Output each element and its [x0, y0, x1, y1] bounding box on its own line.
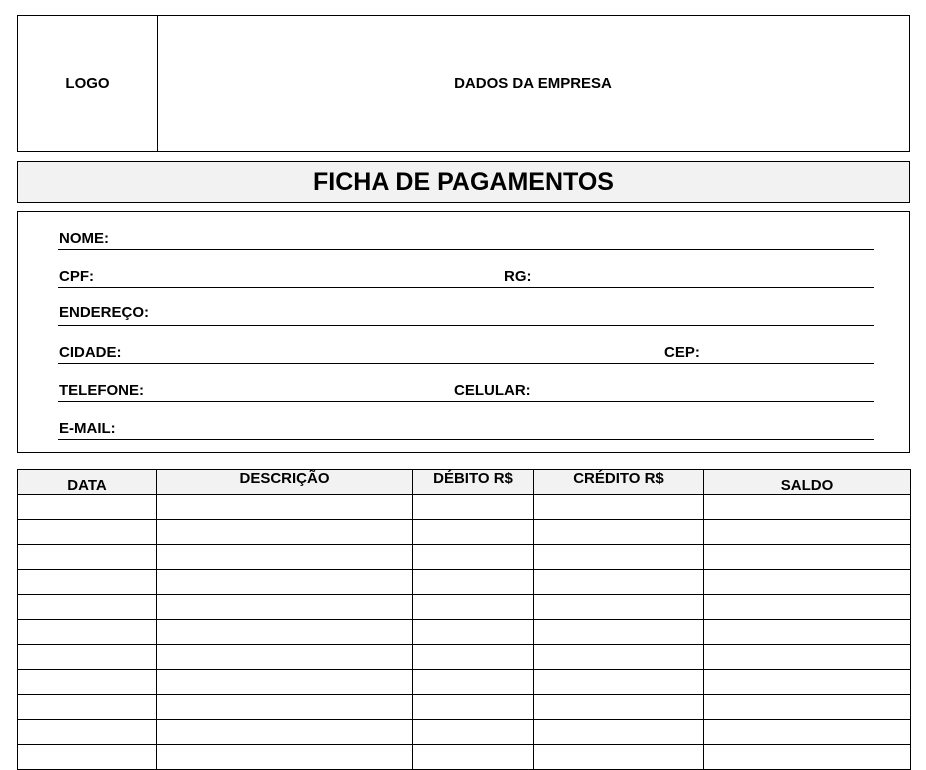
table-row [18, 695, 911, 720]
cep-label: CEP: [664, 344, 700, 361]
col-data: DATA [18, 470, 157, 495]
cidade-cep-field[interactable] [58, 363, 874, 364]
table-cell[interactable] [534, 595, 704, 620]
table-cell[interactable] [704, 670, 911, 695]
table-cell[interactable] [534, 570, 704, 595]
table-cell[interactable] [534, 720, 704, 745]
table-cell[interactable] [704, 695, 911, 720]
table-cell[interactable] [534, 645, 704, 670]
table-cell[interactable] [534, 670, 704, 695]
table-cell[interactable] [413, 595, 534, 620]
table-cell[interactable] [157, 545, 413, 570]
table-row [18, 495, 911, 520]
table-row [18, 670, 911, 695]
table-cell[interactable] [704, 570, 911, 595]
table-cell[interactable] [157, 620, 413, 645]
table-cell[interactable] [157, 720, 413, 745]
table-cell[interactable] [413, 620, 534, 645]
table-row [18, 520, 911, 545]
table-cell[interactable] [18, 645, 157, 670]
table-cell[interactable] [704, 495, 911, 520]
cidade-label: CIDADE: [59, 344, 122, 361]
col-credito: CRÉDITO R$ [534, 470, 704, 495]
table-cell[interactable] [534, 545, 704, 570]
col-saldo: SALDO [704, 470, 911, 495]
company-header [17, 15, 910, 152]
table-cell[interactable] [704, 520, 911, 545]
col-debito: DÉBITO R$ [413, 470, 534, 495]
table-row [18, 720, 911, 745]
telefone-label: TELEFONE: [59, 382, 144, 399]
company-data: DADOS DA EMPRESA [454, 75, 612, 92]
table-cell[interactable] [18, 720, 157, 745]
table-cell[interactable] [157, 595, 413, 620]
table-cell[interactable] [704, 595, 911, 620]
table-row [18, 645, 911, 670]
table-cell[interactable] [157, 495, 413, 520]
table-cell[interactable] [157, 695, 413, 720]
celular-label: CELULAR: [454, 382, 531, 399]
table-cell[interactable] [534, 495, 704, 520]
cpf-rg-field[interactable] [58, 287, 874, 288]
table-cell[interactable] [18, 595, 157, 620]
table-cell[interactable] [413, 645, 534, 670]
table-cell[interactable] [157, 745, 413, 770]
table-cell[interactable] [413, 695, 534, 720]
client-info-section [17, 211, 910, 453]
rg-label: RG: [504, 268, 532, 285]
table-cell[interactable] [704, 545, 911, 570]
table-cell[interactable] [413, 570, 534, 595]
table-cell[interactable] [18, 495, 157, 520]
table-cell[interactable] [18, 545, 157, 570]
table-cell[interactable] [413, 745, 534, 770]
table-row [18, 620, 911, 645]
table-cell[interactable] [18, 670, 157, 695]
table-cell[interactable] [413, 670, 534, 695]
table-cell[interactable] [534, 520, 704, 545]
endereco-label: ENDEREÇO: [59, 304, 150, 321]
table-cell[interactable] [18, 570, 157, 595]
table-row [18, 745, 911, 770]
table-cell[interactable] [157, 645, 413, 670]
payments-table [17, 469, 911, 770]
table-cell[interactable] [157, 520, 413, 545]
endereco-field[interactable] [58, 325, 874, 326]
table-cell[interactable] [18, 620, 157, 645]
table-cell[interactable] [704, 745, 911, 770]
table-header-row [18, 470, 911, 495]
table-cell[interactable] [534, 745, 704, 770]
table-cell[interactable] [704, 720, 911, 745]
table-cell[interactable] [413, 720, 534, 745]
table-cell[interactable] [704, 620, 911, 645]
table-cell[interactable] [413, 495, 534, 520]
table-cell[interactable] [534, 695, 704, 720]
table-cell[interactable] [704, 645, 911, 670]
email-label: E-MAIL: [59, 420, 116, 437]
nome-label: NOME: [59, 230, 109, 247]
table-row [18, 570, 911, 595]
table-cell[interactable] [18, 520, 157, 545]
logo-placeholder: LOGO [18, 16, 158, 151]
table-cell[interactable] [157, 570, 413, 595]
telefone-celular-field[interactable] [58, 401, 874, 402]
table-cell[interactable] [413, 520, 534, 545]
email-field[interactable] [58, 439, 874, 440]
page-title: FICHA DE PAGAMENTOS [17, 161, 910, 203]
col-descricao: DESCRIÇÃO [157, 470, 413, 495]
cpf-label: CPF: [59, 268, 94, 285]
table-row [18, 595, 911, 620]
table-cell[interactable] [413, 545, 534, 570]
table-cell[interactable] [18, 745, 157, 770]
table-cell[interactable] [18, 695, 157, 720]
table-cell[interactable] [157, 670, 413, 695]
table-cell[interactable] [534, 620, 704, 645]
table-row [18, 545, 911, 570]
nome-field[interactable] [58, 249, 874, 250]
